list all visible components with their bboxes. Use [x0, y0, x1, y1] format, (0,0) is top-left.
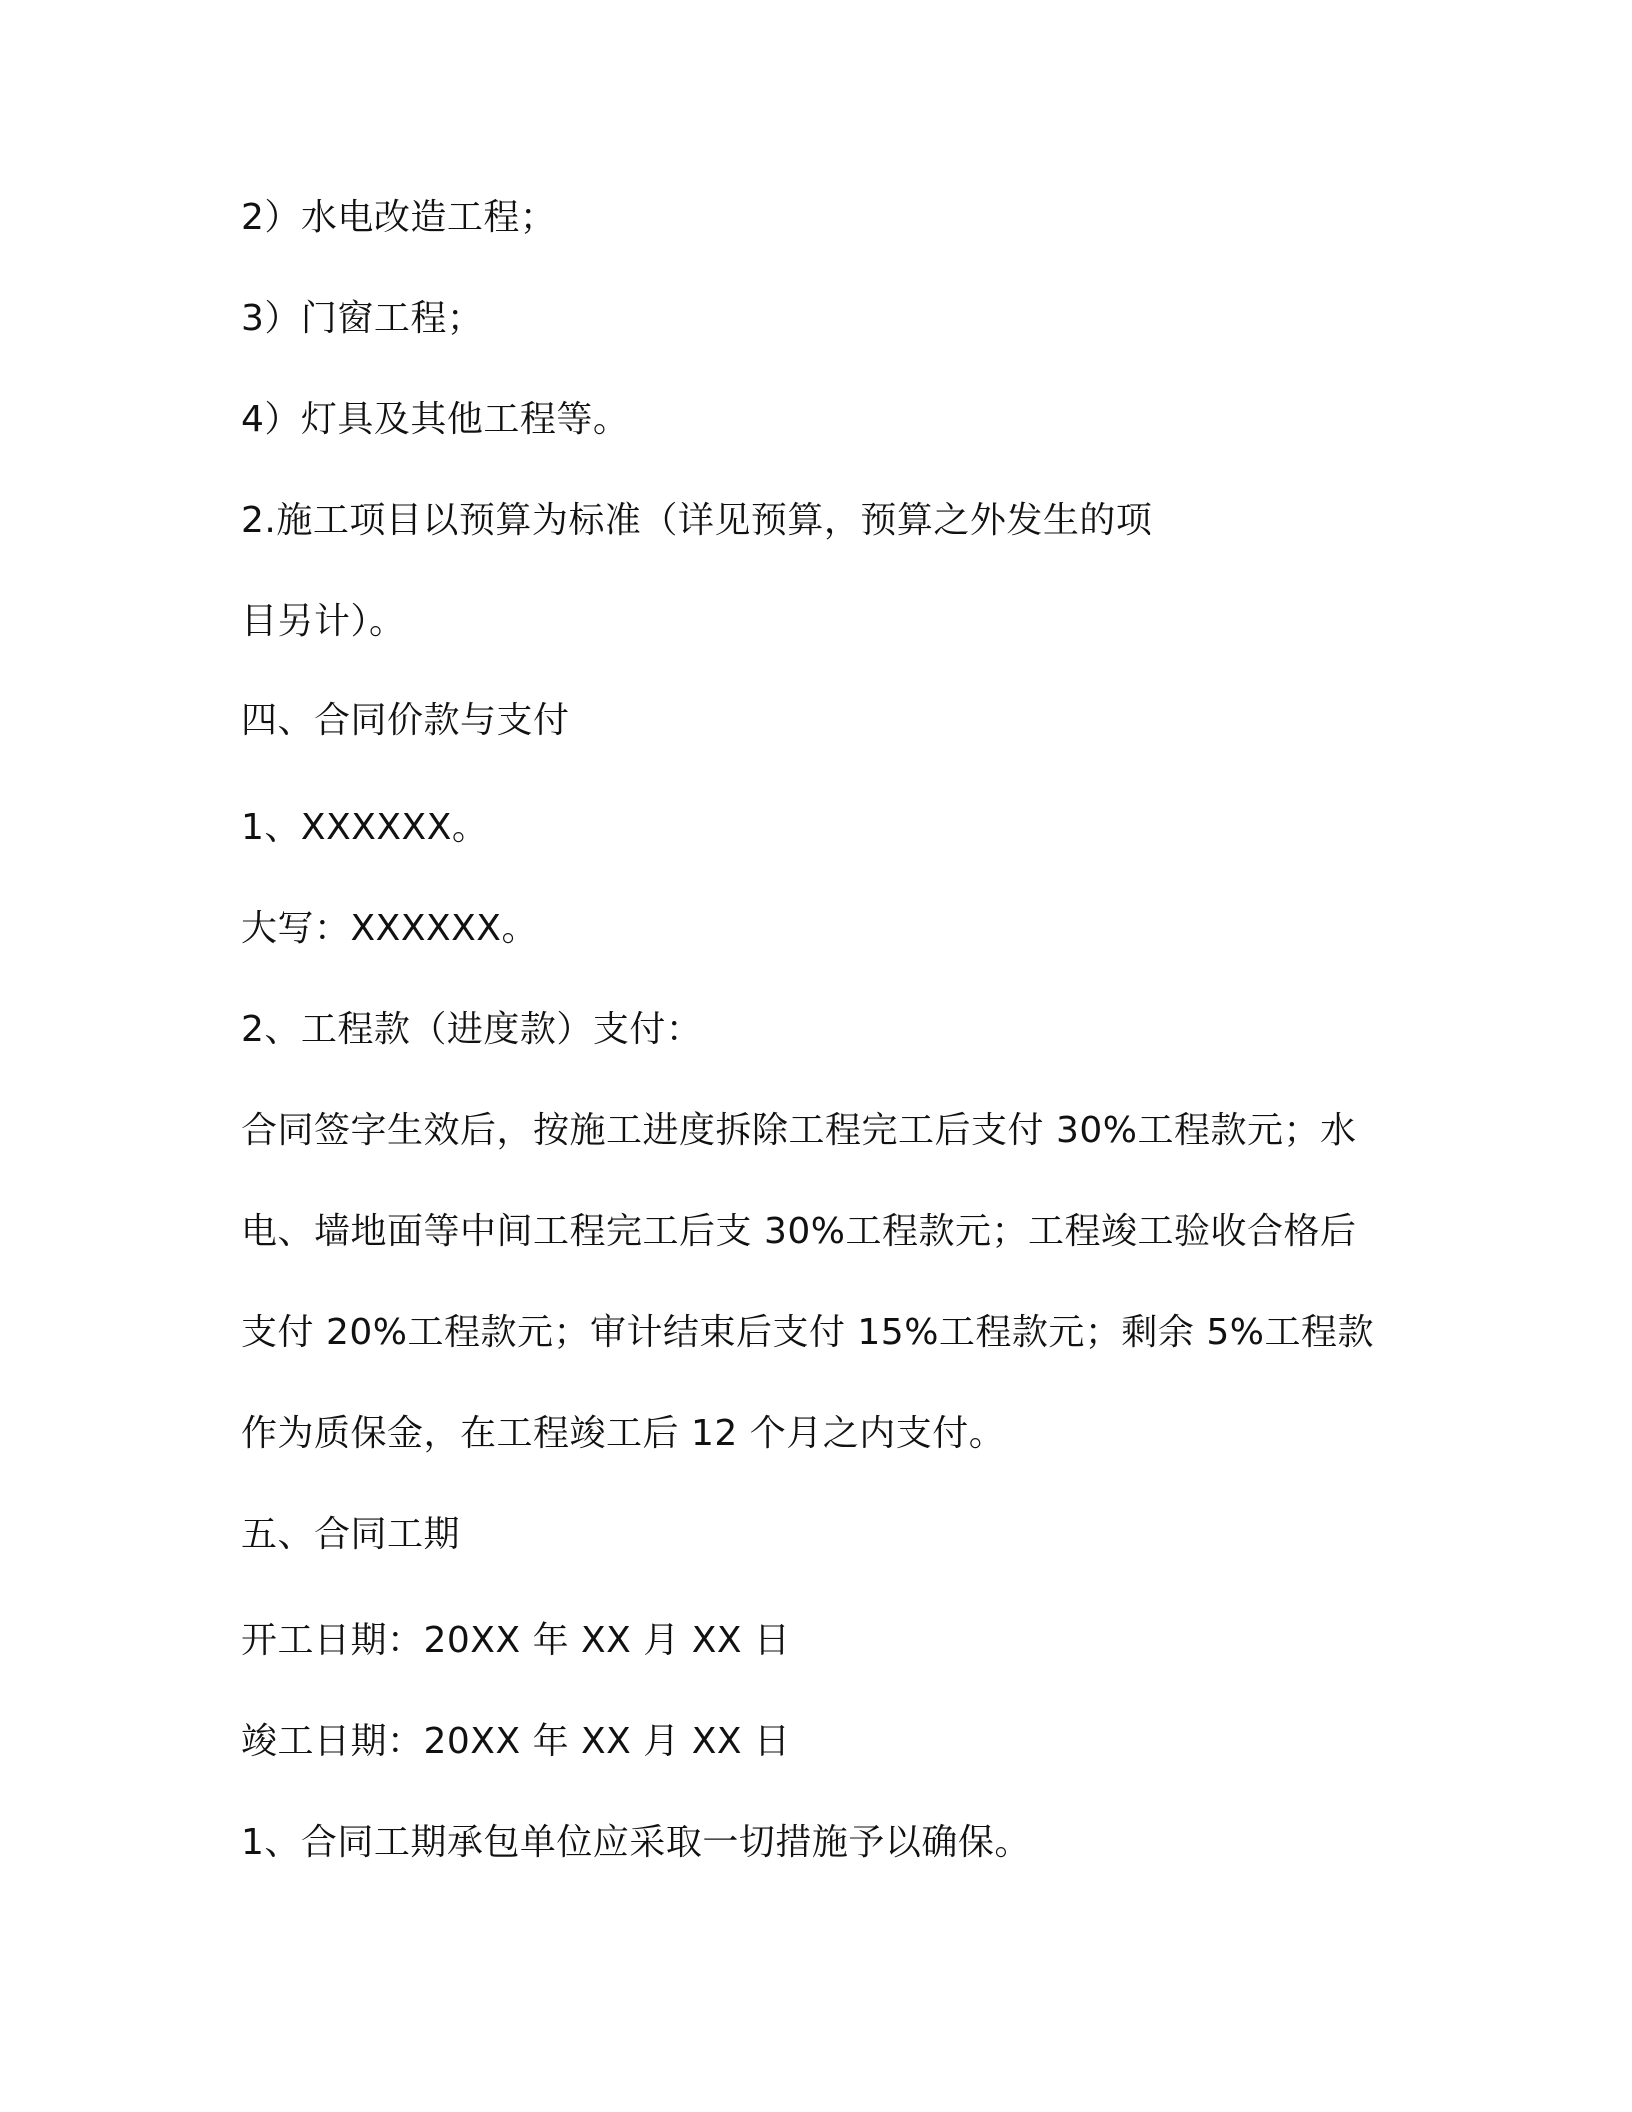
- section-heading-contract-period: 五、合同工期: [241, 1514, 461, 1555]
- paragraph-period-assurance: 1、合同工期承包单位应采取一切措施予以确保。: [241, 1822, 1031, 1863]
- list-item-lighting-other: 4）灯具及其他工程等。: [241, 399, 630, 440]
- paragraph-payment-terms-line4: 作为质保金，在工程竣工后 12 个月之内支付。: [241, 1413, 1006, 1454]
- paragraph-completion-date: 竣工日期：20XX 年 XX 月 XX 日: [241, 1721, 791, 1762]
- list-item-plumbing-electrical: 2）水电改造工程；: [241, 197, 557, 238]
- section-heading-price-payment: 四、合同价款与支付: [241, 700, 570, 741]
- paragraph-budget-standard: 2.施工项目以预算为标准（详见预算，预算之外发生的项: [241, 500, 1153, 541]
- list-item-doors-windows: 3）门窗工程；: [241, 298, 484, 339]
- paragraph-contract-amount: 1、XXXXXX。: [241, 807, 489, 848]
- paragraph-start-date: 开工日期：20XX 年 XX 月 XX 日: [241, 1620, 791, 1661]
- paragraph-payment-terms-line2: 电、墙地面等中间工程完工后支 30%工程款元；工程竣工验收合格后: [241, 1211, 1357, 1252]
- paragraph-payment-terms-line3: 支付 20%工程款元；审计结束后支付 15%工程款元；剩余 5%工程款: [241, 1312, 1374, 1353]
- paragraph-budget-standard-cont: 目另计）。: [241, 601, 406, 642]
- paragraph-payment-terms-line1: 合同签字生效后，按施工进度拆除工程完工后支付 30%工程款元；水: [241, 1110, 1357, 1151]
- paragraph-amount-in-words: 大写：XXXXXX。: [241, 908, 538, 949]
- paragraph-progress-payment-title: 2、工程款（进度款）支付：: [241, 1009, 703, 1050]
